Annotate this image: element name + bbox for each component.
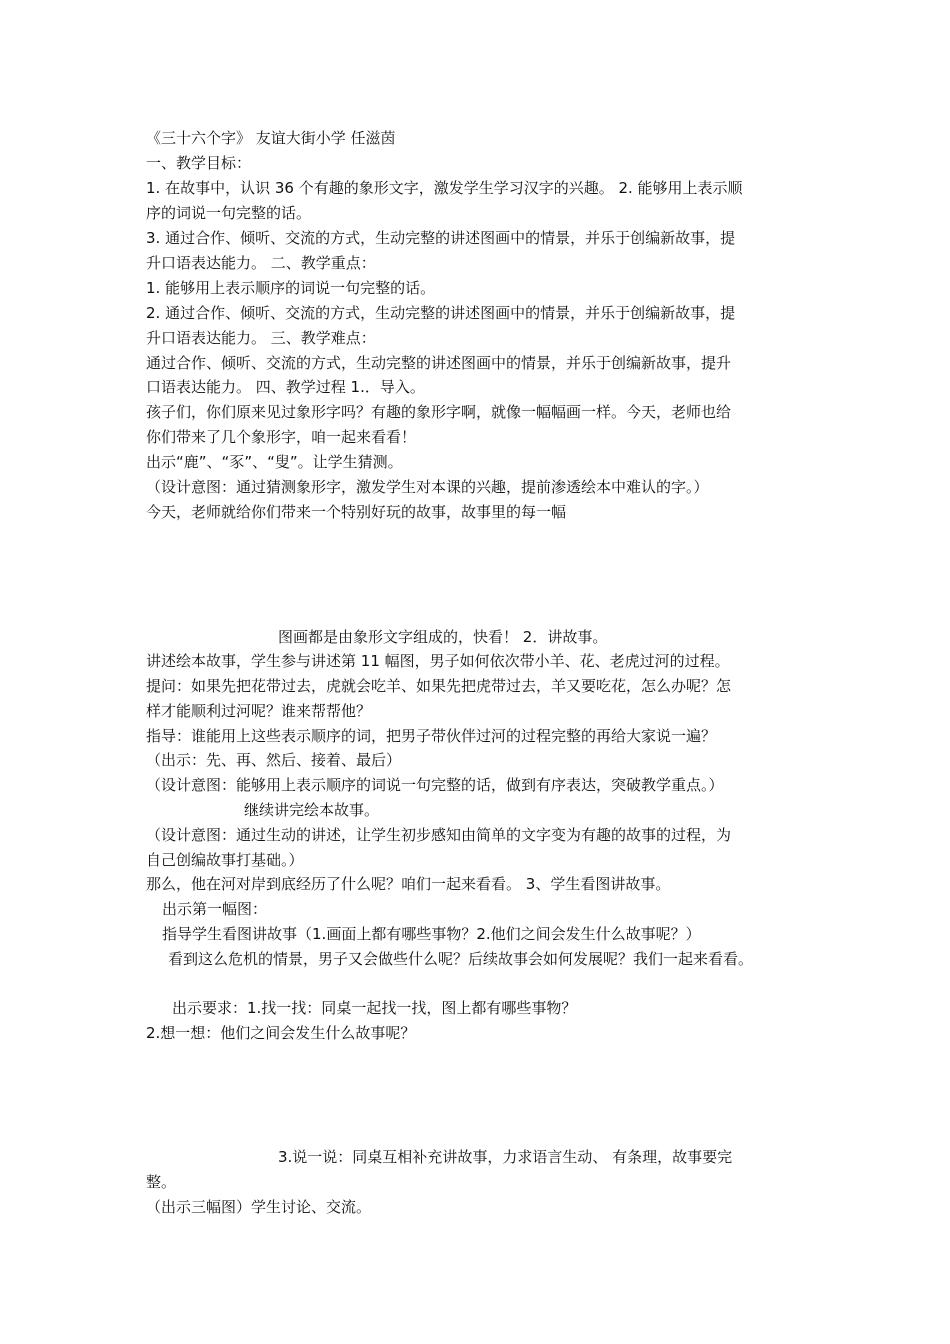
section-heading-objectives: 一、教学目标： xyxy=(146,154,252,172)
text-line: 出示第一幅图： xyxy=(162,900,268,918)
text-line: 指导学生看图讲故事（1.画面上都有哪些事物？2.他们之间会发生什么故事呢？） xyxy=(162,925,701,943)
text-line: 3.说一说：同桌互相补充讲故事，力求语言生动、 有条理，故事要完 xyxy=(278,1148,733,1166)
text-line: 通过合作、倾听、交流的方式，生动完整的讲述图画中的情景，并乐于创编新故事，提升 xyxy=(146,354,732,372)
text-line: 今天，老师就给你们带来一个特别好玩的故事，故事里的每一幅 xyxy=(146,503,567,521)
text-line: 2. 通过合作、倾听、交流的方式，生动完整的讲述图画中的情景，并乐于创编新故事，提 xyxy=(146,304,736,322)
text-line: 出示要求：1.找一找：同桌一起找一找，图上都有哪些事物？ xyxy=(172,999,577,1017)
text-line: 图画都是由象形文字组成的，快看！ 2．讲故事。 xyxy=(278,628,608,646)
text-line: 你们带来了几个象形字，咱一起来看看！ xyxy=(146,428,417,446)
text-line: 序的词说一句完整的话。 xyxy=(146,204,312,222)
text-line: 孩子们，你们原来见过象形字吗？有趣的象形字啊，就像一幅幅画一样。今天，老师也给 xyxy=(146,403,732,421)
text-line: （出示：先、再、然后、接着、最后） xyxy=(146,751,402,769)
text-line: （出示三幅图）学生讨论、交流。 xyxy=(146,1198,372,1216)
text-line: 样才能顺利过河呢？谁来帮帮他？ xyxy=(146,702,372,720)
text-line: 1. 能够用上表示顺序的词说一句完整的话。 xyxy=(146,279,436,297)
text-line: 自己创编故事打基础。） xyxy=(146,851,304,869)
text-line: 2.想一想：他们之间会发生什么故事呢？ xyxy=(146,1024,416,1042)
text-line: 3. 通过合作、倾听、交流的方式，生动完整的讲述图画中的情景，并乐于创编新故事，提 xyxy=(146,229,736,247)
design-intent-note: （设计意图：能够用上表示顺序的词说一句完整的话，做到有序表达，突破教学重点。） xyxy=(146,776,724,794)
text-line: 口语表达能力。 四、教学过程 1.．导入。 xyxy=(146,378,425,396)
text-line: 整。 xyxy=(146,1173,177,1191)
text-line: 看到这么危机的情景，男子又会做些什么呢？后续故事会如何发展呢？我们一起来看看。 xyxy=(168,950,754,968)
text-line: 讲述绘本故事，学生参与讲述第 11 幅图，男子如何依次带小羊、花、老虎过河的过程。 xyxy=(146,652,730,670)
title-line: 《三十六个字》 友谊大街小学 任滋茵 xyxy=(146,129,396,147)
text-line: 指导：谁能用上这些表示顺序的词，把男子带伙伴过河的过程完整的再给大家说一遍？ xyxy=(146,727,717,745)
text-line: 那么，他在河对岸到底经历了什么呢？咱们一起来看看。 3、学生看图讲故事。 xyxy=(146,875,671,893)
design-intent-note: （设计意图：通过猜测象形字，激发学生对本课的兴趣，提前渗透绘本中难认的字。） xyxy=(146,478,709,496)
text-line: 提问：如果先把花带过去，虎就会吃羊、如果先把虎带过去，羊又要吃花，怎么办呢？怎 xyxy=(146,677,732,695)
text-line: 继续讲完绘本故事。 xyxy=(244,801,380,819)
text-line: 出示“鹿”、“豕”、“叟”。让学生猜测。 xyxy=(146,453,403,471)
text-line: 1. 在故事中，认识 36 个有趣的象形文字，激发学生学习汉字的兴趣。 2. 能够用上表示顺 xyxy=(146,179,743,197)
design-intent-note: （设计意图：通过生动的讲述，让学生初步感知由简单的文字变为有趣的故事的过程，为 xyxy=(146,826,732,844)
text-line: 升口语表达能力。 二、教学重点： xyxy=(146,254,376,272)
text-line: 升口语表达能力。 三、教学难点： xyxy=(146,329,376,347)
